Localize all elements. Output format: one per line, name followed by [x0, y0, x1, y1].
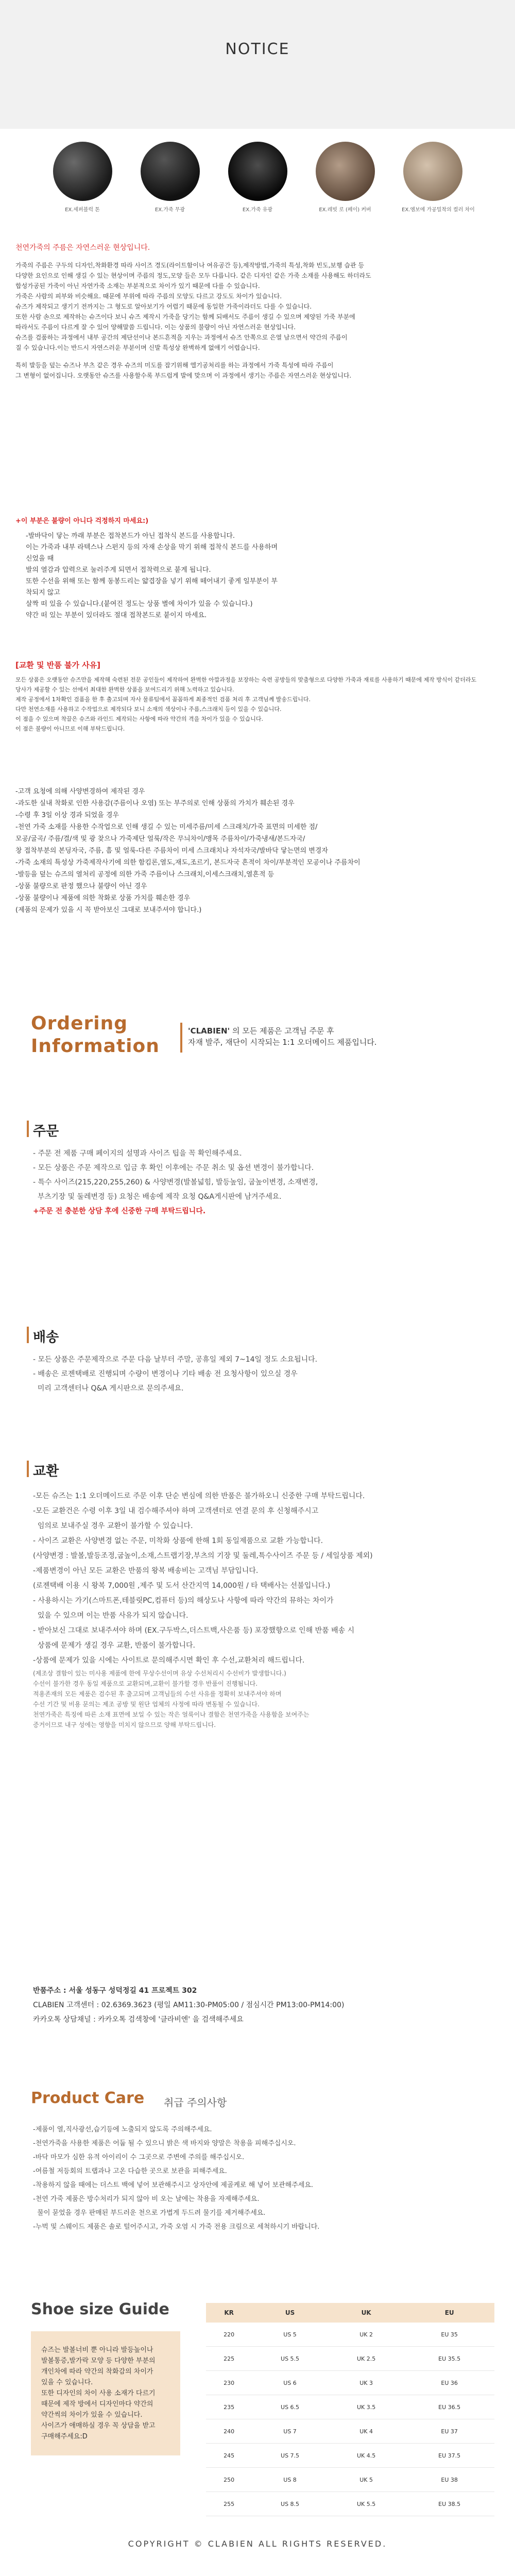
limits-body-line: 당사가 제공할 수 있는 선에서 최대한 완벽한 상품을 보여드리기 위해 노력하고 있습니다. [15, 686, 234, 693]
size-col-uk: UK [328, 2303, 405, 2323]
size-cell: UK 4 [328, 2419, 405, 2444]
ordering-title-line2: Information [31, 1036, 160, 1057]
exchange-item: - 사용하시는 가기(스마트폰,테블릿PC,컴퓨터 등)의 해상도나 사항에 따라 약간의 뮤하는 차이가 [33, 1597, 334, 1605]
exchange-item: 수선이 불가한 경우 동일 제품으로 교환되며,교환이 불가할 경우 반품이 진행됩니다. [33, 1680, 258, 1687]
swatch-item [314, 142, 376, 213]
limits-body [15, 675, 500, 734]
exchange-item: 증거이므로 내구 성에는 영향을 미치지 않으므로 양해 부탁드립니다. [33, 1721, 216, 1728]
product-care-title: Product Care [31, 2089, 145, 2107]
customer-center: CLABIEN 고객센터 : 02.6369.3623 (평일 AM11:30-PM05:00 / 점심시간 PM13:00-PM14:00) [33, 2001, 345, 2009]
size-col-kr: KR [206, 2303, 252, 2323]
swatch-item [139, 142, 201, 213]
shoe-size-description [31, 2331, 180, 2455]
delivery-list [33, 1352, 496, 1396]
limits-item: -고객 요청에 의해 사양변경하여 제작된 경우 [15, 788, 145, 795]
exchange-heading: 교환 [33, 1464, 59, 1479]
exchange-item: - 사이즈 교환은 사양변경 없는 주문, 미착화 상품에 한해 1회 동일제품으로 교환 가능합니다. [33, 1537, 323, 1545]
limits-item: -수령 후 3일 이상 경과 되었을 경우 [15, 811, 119, 819]
size-cell: 250 [206, 2468, 252, 2492]
table-row [206, 2468, 494, 2492]
exchange-item: 수선 기간 및 비용 문의는 제조 공방 및 원단 업체의 사정에 따라 변동될 수 있습니다. [33, 1701, 260, 1708]
defect-body [26, 531, 283, 621]
order-bar [27, 1121, 29, 1137]
size-cell: 220 [206, 2323, 252, 2347]
product-care-list [33, 2123, 496, 2234]
defect-box [15, 515, 278, 619]
exchange-bar [27, 1461, 29, 1477]
order-item: 부츠기장 및 둘레변경 등) 요청은 배송에 제작 요청 Q&A게시판에 남겨주세요. [33, 1193, 282, 1201]
limits-body-line: 모든 상품은 오랫동안 슈즈만을 제작해 숙련된 전문 공인들이 제작하여 완벽한 아깝과정을 보장하는 숙련 공방들의 맞춤형으로 다양한 가죽과 재료를 사용하기 때문에 제작 방식이 같더라도 [15, 676, 477, 683]
swatch-row [52, 142, 475, 219]
exchange-item: 천연가죽은 특징에 따른 소재 표면에 보일 수 있는 작은 얼룩이나 결함은 천연가죽을 사용함을 보여주는 [33, 1711, 310, 1718]
size-cell: US 7 [252, 2419, 328, 2444]
defect-line: 발의 열감과 압력으로 눌러주게 되면서 접착력으로 붙게 됩니다. [26, 566, 211, 574]
size-cell: EU 37.5 [404, 2444, 494, 2468]
size-cell: 225 [206, 2347, 252, 2371]
delivery-item: - 배송은 로젠택배로 진행되며 수량이 변경이나 기타 배송 전 요청사항이 있으실 경우 [33, 1370, 298, 1378]
size-cell: EU 36.5 [404, 2395, 494, 2419]
swatch-item [52, 142, 113, 213]
size-cell: 245 [206, 2444, 252, 2468]
natural-line: 또한 사람 손으로 제작하는 슈즈이다 보니 슈즈 제작시 가죽을 당기는 함께 되배서도 주름이 생길 수 있으며 제양된 가죽 부분에 [15, 313, 355, 320]
size-cell: US 5.5 [252, 2347, 328, 2371]
swatch-caption: EX.세퍼블럭 톤 [65, 207, 100, 213]
limits-heading: [교환 및 반품 불가 사유] [15, 660, 101, 670]
order-item: - 모든 상품은 주문 제작으로 입금 후 확인 이후에는 주문 취소 및 옵션 변경이 불가합니다. [33, 1164, 314, 1172]
exchange-item: -상품에 문제가 있을 시에는 사이트로 문의해주시면 확인 후 수선,교환처리 해드립니다. [33, 1656, 305, 1665]
natural-line: 다양한 요인으로 인해 생길 수 있는 현상이며 주름의 정도,모양 들은 모두 다릅니다. 같은 디자인 같은 가죽 소재를 사용해도 하더라도 [15, 272, 371, 279]
limits-item: -상품 불량이나 제품에 의한 착화로 상품 가치를 훼손한 경우 [15, 894, 191, 902]
delivery-item: 미리 고객센터나 Q&A 게시판으로 문의주세요. [33, 1384, 184, 1393]
limits-list [15, 786, 500, 916]
exchange-item: -제품변경이 아닌 모든 교환은 반품의 왕복 배송비는 고객님 부담입니다. [33, 1567, 259, 1575]
exchange-item: 적용존재의 모든 제품은 검수된 후 출고되며 고객님들의 수선 사유를 정확히 보내주셔야 하며 [33, 1690, 282, 1698]
table-row [206, 2419, 494, 2444]
exchange-list [33, 1489, 496, 1730]
table-row [206, 2323, 494, 2347]
natural-line: 슈즈가 제작되고 생기기 전까지는 그 형도로 알아보기가 어렵기 때문에 동일한 가죽이라더도 다를 수 있습니다. [15, 303, 312, 310]
return-info [33, 1984, 344, 2027]
size-cell: US 6 [252, 2371, 328, 2395]
table-row [206, 2347, 494, 2371]
size-cell: EU 37 [404, 2419, 494, 2444]
natural-body [15, 260, 500, 381]
size-cell: UK 5.5 [328, 2492, 405, 2516]
care-item: -바닥 마모가 심한 유적 아이리이 수 그곳으로 주변에 주의를 해주십시오. [33, 2154, 245, 2161]
natural-line: 가죽은 사람의 피부와 비슷해요. 때문에 부위에 따라 주름의 모양도 다르고 강도도 차이가 있습니다. [15, 293, 282, 300]
size-table [206, 2303, 494, 2516]
size-desc-line: 있을 수 있습니다. [41, 2379, 93, 2386]
defect-line: 이는 가죽과 내부 라텍스나 스펀지 등의 자재 손상을 막기 위해 접착식 본드를 사용하며 신었을 때 [26, 544, 278, 563]
size-desc-line: 사이즈가 애매하실 경우 꼭 상담을 받고 [41, 2422, 156, 2430]
size-desc-line: 개인차에 따라 약간의 착화감의 차이가 [41, 2368, 153, 2376]
order-list [33, 1146, 496, 1218]
size-cell: 235 [206, 2395, 252, 2419]
swatch-image [403, 142, 462, 201]
size-cell: 255 [206, 2492, 252, 2516]
size-cell: EU 35.5 [404, 2347, 494, 2371]
natural-line: 그 변형이 없어집니다. 오랫동안 슈즈를 사용할수록 부드럽게 발에 맞으며 이 과정에서 생기는 주름은 자연스러운 현상입니다. [15, 372, 352, 379]
natural-line: 따라서도 주름이 다르게 잘 수 있어 양해말씀 드립니다. 이는 상품의 불량이 아닌 자연스러운 현상입니다. [15, 324, 296, 331]
shoe-size-title: Shoe size Guide [31, 2300, 169, 2318]
notice-title: NOTICE [225, 40, 290, 58]
kakao-channel: 카카오톡 상담채널 : 카카오톡 검색창에 '클라비엔' 을 검색해주세요 [33, 2015, 244, 2024]
size-cell: US 7.5 [252, 2444, 328, 2468]
size-table-header [206, 2303, 494, 2323]
natural-line: 질 수 있습니다.이는 반드시 자연스러운 부분이며 신발 특성상 완벽하게 없애기 어렵습니다. [15, 344, 260, 351]
care-item: -제품이 열,직사광선,습기등에 노출되지 않도록 주의해주세요. [33, 2126, 212, 2133]
table-row [206, 2395, 494, 2419]
table-row [206, 2444, 494, 2468]
ordering-line2: 자재 발주, 재단이 시작되는 1:1 오더메이드 제품입니다. [188, 1038, 377, 1047]
limits-body-line: 이 점은 불량이 아니므로 이해 부탁드립니다. [15, 725, 125, 732]
care-item: -여름철 저등회의 트랩과나 고온 다습한 곳으로 보관을 피해주세요. [33, 2167, 227, 2175]
exchange-item: (사양변경 : 발볼,발등조정,굽높이,소재,스트랩기장,부츠의 기장 및 둘레,특수사이즈 주문 등 / 세일상품 제외) [33, 1552, 373, 1560]
delivery-heading: 배송 [33, 1330, 59, 1345]
size-col-eu: EU [404, 2303, 494, 2323]
size-desc-line: 구매해주세요:D [41, 2433, 88, 2441]
size-cell: EU 35 [404, 2323, 494, 2347]
exchange-item: (로젠택배 이용 시 왕복 7,000원 ,제주 및 도서 산간지역 14,000원 / 타 택배사는 선불입니다.) [33, 1582, 331, 1590]
swatch-caption: EX.가죽 무광 [154, 207, 185, 213]
exchange-item: 임의로 보내주실 경우 교환이 불가할 수 있습니다. [33, 1522, 193, 1530]
defect-line: 약간 떠 있는 부분이 있더라도 절대 접착본드로 붙이지 마세요. [26, 612, 207, 619]
return-address: 반품주소 : 서울 성동구 성덕정길 41 프로젝트 302 [33, 1987, 197, 1995]
footer-copyright: COPYRIGHT © CLABIEN ALL RIGHTS RESERVED. [128, 2539, 387, 2549]
size-cell: EU 38.5 [404, 2492, 494, 2516]
limits-body-line: 제작 공정에서 1차확인 검품을 한 후 출고되며 자사 물류팀에서 꼼꼼하게 최종적인 검품 처리 후 고객님께 발송드립니다. [15, 696, 311, 703]
swatch-image [53, 142, 112, 201]
exchange-item: -모든 슈즈는 1:1 오더메이드로 주문 이후 단순 변심에 의한 반품은 불가하오니 신중한 구매 부탁드립니다. [33, 1492, 365, 1500]
natural-line: 특히 발등을 덮는 슈즈나 부츠 같은 경우 슈즈의 미도를 잡기위해 엘기공처리를 하는 과정에서 가죽 특성에 따라 주름이 [15, 362, 334, 369]
delivery-item: - 모든 상품은 주문제작으로 주문 다음 날부터 주말, 공휴일 제외 7~14일 정도 소요됩니다. [33, 1355, 318, 1364]
swatch-item [227, 142, 288, 213]
natural-heading: 천연가죽의 주름은 자연스러운 현상입니다. [15, 244, 150, 252]
size-cell: UK 2 [328, 2323, 405, 2347]
limits-item: -천연 가죽 소재를 사용한 수작업으로 인해 생길 수 있는 미세주름/미세 스크래치/가죽 표면의 미세한 점/ [15, 823, 318, 831]
limits-item: -과도한 실내 착화로 인한 사용감(주름이나 오염) 또는 부주의로 인해 상품의 가치가 훼손된 경우 [15, 800, 295, 807]
ordering-brand: 'CLABIEN' [188, 1026, 230, 1036]
size-cell: US 8 [252, 2468, 328, 2492]
size-cell: UK 2.5 [328, 2347, 405, 2371]
swatch-item [402, 142, 475, 213]
defect-line: 또한 수선을 위해 또는 함께 동봉드리는 얇겹장을 넣기 위해 떼어내기 좋게 일부분이 부착되지 않고 [26, 578, 278, 597]
limits-item: 창 접착부분의 본딩자국, 주름, 흠 및 얼룩-다른 주름차이 미세 스크래치나 자석자국/발바닥 닿는면의 변경자 [15, 847, 328, 855]
size-cell: UK 4.5 [328, 2444, 405, 2468]
ordering-description [188, 1025, 377, 1048]
limits-body-line: 이 점을 수 있으며 착끌은 슈즈와 라인드 제작되는 사항에 따라 약간의 격을 차이가 있을 수 있습니다. [15, 716, 263, 722]
delivery-bar [27, 1327, 29, 1343]
care-item: -천연 가죽 제품은 방수처리가 되지 않아 비 오는 날에는 착용을 자제해주세요. [33, 2195, 260, 2203]
care-item: 물이 묻었을 경우 판매된 부드러운 천으로 가볍게 두드려 물기를 제거해주세요. [33, 2209, 266, 2217]
ordering-title [31, 1012, 160, 1058]
size-cell: US 5 [252, 2323, 328, 2347]
size-desc-line: 약간씩의 차이가 있을 수 있습니다. [41, 2411, 143, 2419]
care-item: -누벅 및 스웨이드 제품은 솔로 털어주시고, 가죽 오염 시 가죽 전용 크림으로 세척하시기 바랍니다. [33, 2223, 320, 2231]
ordering-title-line1: Ordering [31, 1013, 128, 1034]
table-row [206, 2492, 494, 2516]
size-cell: UK 5 [328, 2468, 405, 2492]
exchange-item: (제조상 결함이 있는 미사용 제품에 한에 무상수선이며 유상 수선처리시 수선비가 발생합니다.) [33, 1670, 286, 1677]
natural-line: 합성가공된 가죽이 아닌 자연가죽 소재는 부분적으로 차이가 있기 때문에 다를 수 있습니다. [15, 282, 260, 290]
size-cell: US 6.5 [252, 2395, 328, 2419]
natural-line: 가죽의 주름은 구두의 디자인,착화환경 따라 사이즈 경도(라이트함이나 여유공간 등),제작방법,가죽의 특성,착화 빈도,보행 습관 등 [15, 262, 364, 269]
defect-line: -발바닥이 닿는 까래 부분은 접착본드가 아닌 접착식 본드를 사용합니다. [26, 532, 235, 540]
natural-line: 슈즈를 검품하는 과정에서 내부 공간의 제단선이나 본드흔적을 지우는 과정에서 슈즈 안쪽으로 은열 남으면서 약간의 주름이 [15, 334, 348, 341]
exchange-item: 상품에 문제가 생길 경우 교환, 반품이 불가합니다. [33, 1641, 195, 1650]
defect-heading: +이 부분은 불량이 아니다 걱정하지 마세요:) [15, 517, 149, 525]
size-cell: EU 36 [404, 2371, 494, 2395]
size-desc-line: 슈즈는 발볼너비 뿐 아니라 발등높이나 [41, 2346, 153, 2354]
product-care-subtitle: 취급 주의사항 [164, 2096, 227, 2109]
size-cell: UK 3 [328, 2371, 405, 2395]
notice-header [0, 0, 515, 129]
table-row [206, 2371, 494, 2395]
order-heading: 주문 [33, 1124, 59, 1139]
size-cell: US 8.5 [252, 2492, 328, 2516]
swatch-caption: EX.가죽 유광 [242, 207, 273, 213]
swatch-caption: EX.레빗 로 (페이) 커버 [319, 207, 371, 213]
size-desc-line: 발볼통증,발가락 모양 등 다양한 부분의 [41, 2357, 156, 2365]
exchange-item: 있을 수 있으며 이는 반품 사유가 되지 않습니다. [33, 1612, 188, 1620]
swatch-image [228, 142, 287, 201]
order-item: - 특수 사이즈(215,220,255,260) & 사양변경(발볼넓힘, 발등높임, 굽높이변경, 소재변경, [33, 1178, 318, 1187]
limits-item: (제품의 문제가 있을 시 꼭 받아보신 그대로 보내주셔야 합니다.) [15, 906, 202, 914]
size-cell: EU 38 [404, 2468, 494, 2492]
swatch-image [141, 142, 200, 201]
defect-line: 살짝 떠 있을 수 있습니다.(붙여진 정도는 상품 별에 차이가 있을 수 있습니다.) [26, 600, 253, 608]
size-desc-line: 때문에 제작 방에서 디자인마다 약간의 [41, 2400, 153, 2408]
care-item: -천연가죽을 사용한 제품은 어둡 될 수 있으니 밝은 색 바지와 양말은 착용을 피해주십시오. [33, 2140, 296, 2147]
limits-item: 모공/굴곡/ 주름/결/색 및 광 찾으나 가죽제단 얼룩/작은 무늬차이/맹목 주름차이/가죽냉새/본드자국/ [15, 835, 305, 843]
order-item: - 주문 전 제품 구매 페이지의 설명과 사이즈 팁을 꼭 확인해주세요. [33, 1149, 242, 1158]
limits-body-line: 다만 천연소재를 사용하고 수작업으로 제작되다 보니 소재의 색상이나 주름,스크래치 등이 있을 수 있습니다. [15, 706, 282, 713]
order-warning: +주문 전 충분한 상담 후에 신중한 구매 부탁드립니다. [33, 1207, 206, 1215]
exchange-item: - 받아보신 그대로 보내주셔야 하며 (EX.구두박스,더스트백,사은품 등) 포장했향으로 인해 반품 배송 시 [33, 1626, 355, 1635]
limits-item: -가죽 소재의 특성상 가죽제작사기에 의한 함킴론,열도,재도,조르기, 본드자국 흔적이 차이/부분적인 모공이나 주름차이 [15, 859, 360, 867]
ordering-line1: 의 모든 제품은 고객님 주문 후 [232, 1026, 334, 1036]
swatch-caption: EX.엠보에 가공밀착의 컬러 차이 [402, 207, 475, 213]
size-col-us: US [252, 2303, 328, 2323]
size-cell: 230 [206, 2371, 252, 2395]
exchange-item: -모든 교환건은 수령 이후 3일 내 검수해주셔야 하며 고객센터로 연결 문의 후 신청해주시고 [33, 1507, 319, 1515]
size-cell: UK 3.5 [328, 2395, 405, 2419]
swatch-image [316, 142, 375, 201]
limits-item: -발등을 덮는 슈즈의 열처리 공정에 의한 가죽 주름이나 스크래치,이세스크래치,열흔적 등 [15, 871, 274, 878]
care-item: -착용하지 않을 때에는 더스트 백에 넣어 보관해주시고 상자안에 제골케로 해 넣어 보관해주세요. [33, 2181, 314, 2189]
ordering-divider [180, 1023, 182, 1053]
limits-item: -상품 불량으로 판정 했으나 불량이 아닌 경우 [15, 883, 147, 890]
size-cell: 240 [206, 2419, 252, 2444]
size-desc-line: 또한 디자인의 차이 사용 소재가 다르기 [41, 2389, 156, 2397]
